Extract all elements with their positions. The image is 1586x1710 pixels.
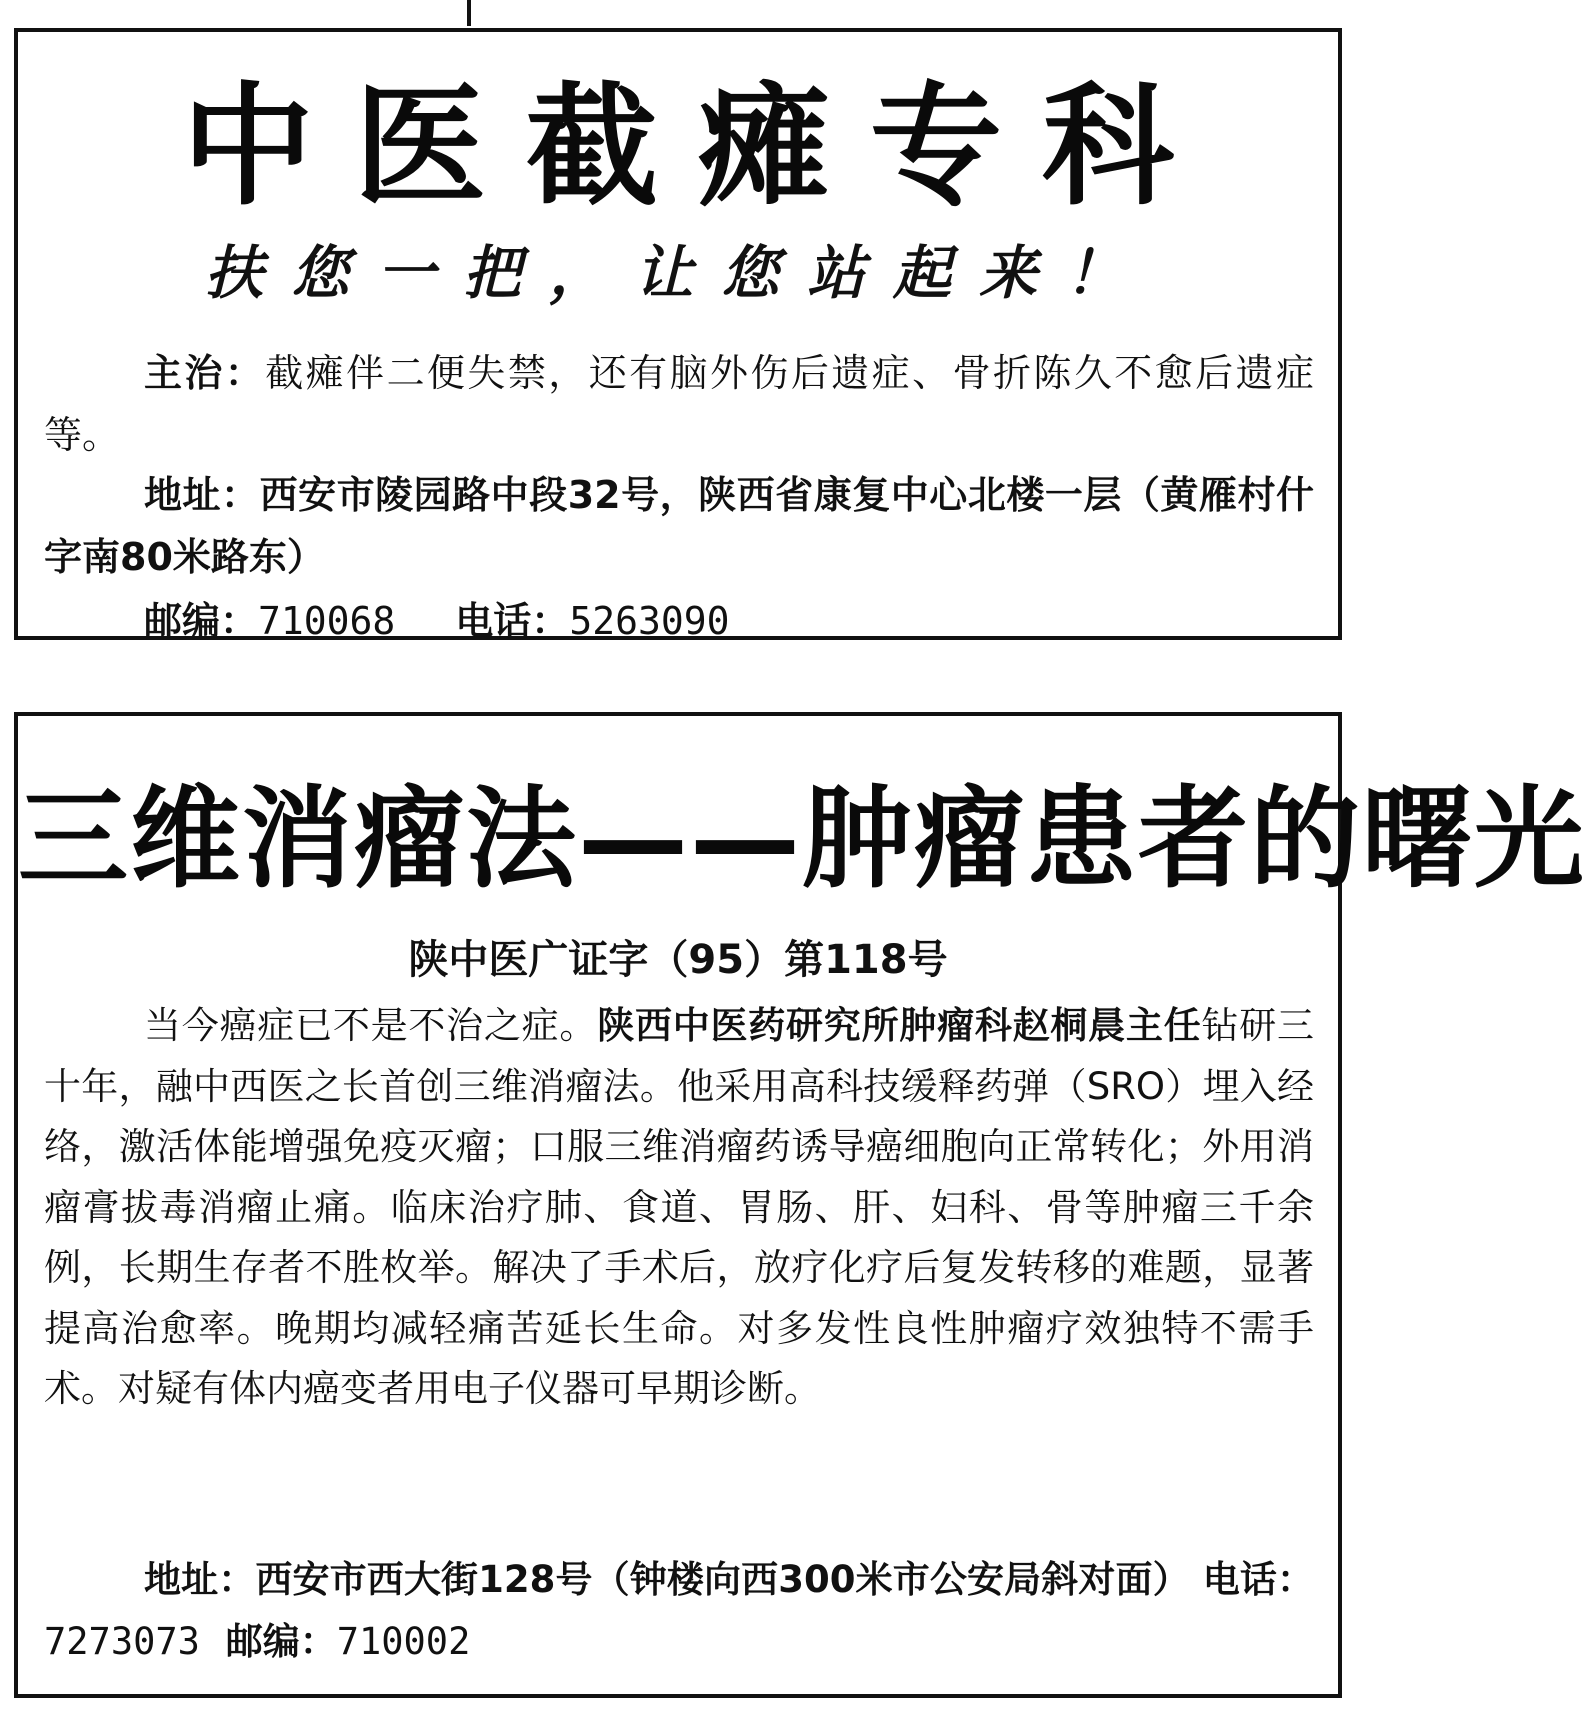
ad2-postcode-label: 邮编： (225, 1620, 337, 1663)
advertisement-tumor-treatment (14, 712, 1586, 1698)
ad1-treatment-paragraph (44, 342, 1314, 466)
ad2-phone-label: 电话： (1202, 1558, 1315, 1601)
ad2-headline: 三维消瘤法——肿瘤患者的曙光 (18, 775, 1586, 903)
ad2-intro-text: 当今癌症已不是不治之症。 (144, 1004, 598, 1047)
top-divider-line (467, 0, 471, 26)
ad1-address-text: 西安市陵园路中段32号，陕西省康复中心北楼一层（黄雁村什字南80米路东） (44, 473, 1314, 579)
ad2-body-paragraph (44, 996, 1314, 1420)
ad1-phone: 5263090 (569, 599, 730, 643)
ad1-address-label: 地址： (144, 473, 260, 517)
ad1-treatment-label: 主治： (144, 351, 266, 395)
ad2-body-text: 钻研三十年，融中西医之长首创三维消瘤法。他采用高科技缓释药弹（SRO）埋入经络，激活体能增强免疫灭瘤；口服三维消瘤药诱导癌细胞向正常转化；外用消瘤膏拔毒消瘤止痛。临床治疗肺、食道、胃肠、肝、妇科、骨等肿瘤三千余例，长期生存者不胜枚举。解决了手术后，放疗化疗后复发转移的难题，显著提高治愈率。晚期均减轻痛苦延长生命。对多发性良性肿瘤疗效独特不需手术。对疑有体内癌变者用电子仪器可早期诊断。 (44, 1004, 1315, 1410)
ad1-postcode: 710068 (258, 599, 396, 643)
ad2-institution-name: 陕西中医药研究所肿瘤科赵桐晨主任 (597, 1004, 1202, 1047)
ad1-address-paragraph (44, 464, 1314, 588)
ad1-contact-line (44, 590, 1314, 652)
ad2-phone: 7273073 (44, 1620, 200, 1663)
ad1-treatment-text: 截瘫伴二便失禁，还有脑外伤后遗症、骨折陈久不愈后遗症等。 (44, 351, 1314, 457)
ad2-address-text: 西安市西大街128号（钟楼向西300米市公安局斜对面） (255, 1558, 1190, 1601)
ad1-headline: 中医截瘫专科 (182, 70, 1214, 224)
ad2-postcode: 710002 (336, 1620, 471, 1663)
ad1-phone-label: 电话： (455, 599, 570, 643)
ad2-address-label: 地址： (144, 1558, 256, 1601)
ad1-slogan: 扶您一把，让您站起来！ (204, 239, 1151, 307)
ad2-license-number: 陕中医广证字（95）第118号 (408, 937, 948, 983)
ad1-postcode-label: 邮编： (144, 599, 259, 643)
advertisement-paraplegia-clinic (14, 28, 1342, 643)
ad2-contact-paragraph (44, 1549, 1314, 1673)
